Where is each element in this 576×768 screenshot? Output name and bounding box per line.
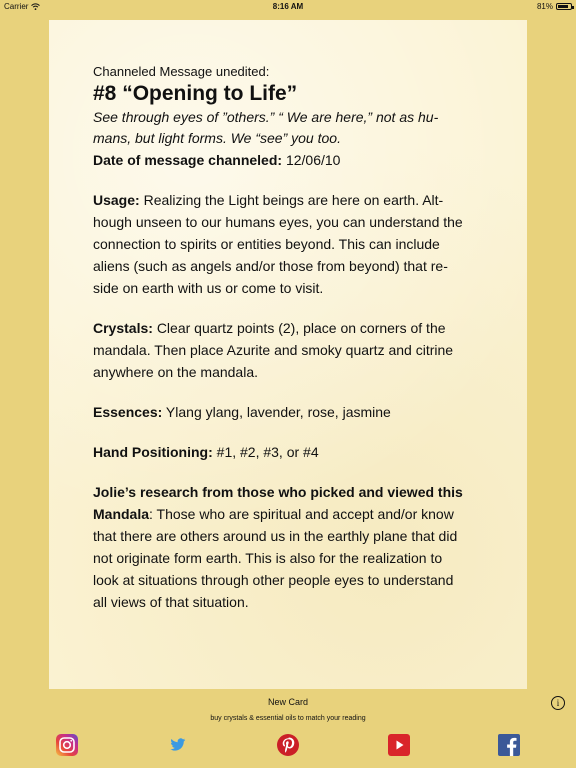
lead-line: See through eyes of ”others.” “ We are here,” not as hu- bbox=[93, 109, 439, 125]
battery-icon bbox=[556, 3, 572, 10]
hand-positioning-section bbox=[93, 441, 493, 463]
hand-text: #1, #2, #3, or #4 bbox=[216, 444, 319, 460]
research-text: : Those who are spiritual and accept and/or know bbox=[149, 506, 454, 522]
crystals-line bbox=[93, 317, 493, 339]
pinterest-icon[interactable] bbox=[277, 734, 299, 756]
essences-section bbox=[93, 401, 493, 423]
carrier-label: Carrier bbox=[4, 2, 29, 11]
card-subhead: Channeled Message unedited: bbox=[93, 64, 270, 79]
date-label: Date of message channeled: bbox=[93, 152, 283, 168]
usage-line: hough unseen to our humans eyes, you can understand the bbox=[93, 214, 463, 230]
clock: 8:16 AM bbox=[272, 2, 304, 11]
battery-group bbox=[537, 2, 572, 11]
crystals-line: anywhere on the mandala. bbox=[93, 364, 258, 380]
usage-text: Realizing the Light beings are here on earth. Alt- bbox=[143, 192, 444, 208]
card-title: #8 “Opening to Life” bbox=[93, 82, 298, 105]
usage-label: Usage: bbox=[93, 192, 140, 208]
research-section bbox=[93, 481, 493, 613]
mandala-card bbox=[49, 20, 527, 689]
status-bar bbox=[0, 0, 576, 14]
research-line: not originate form earth. This is also for the realization to bbox=[93, 550, 443, 566]
hand-label: Hand Positioning: bbox=[93, 444, 213, 460]
card-lead bbox=[93, 107, 493, 149]
research-line bbox=[93, 503, 493, 525]
usage-line: aliens (such as angels and/or those from beyond) that re- bbox=[93, 258, 448, 274]
essences-label: Essences: bbox=[93, 404, 163, 420]
usage-line: connection to spirits or entities beyond. This can include bbox=[93, 236, 440, 252]
crystals-text: Clear quartz points (2), place on corners of the bbox=[156, 320, 446, 336]
twitter-icon[interactable] bbox=[167, 734, 189, 756]
research-label-mandala: Mandala bbox=[93, 506, 150, 522]
research-label-line: Jolie’s research from those who picked and viewed this bbox=[93, 484, 463, 500]
new-card-button[interactable]: New Card bbox=[267, 697, 308, 707]
research-line: that there are others around us in the earthly plane that did bbox=[93, 528, 458, 544]
crystals-line: mandala. Then place Azurite and smoky quartz and citrine bbox=[93, 342, 454, 358]
research-line: all views of that situation. bbox=[93, 594, 249, 610]
facebook-icon[interactable] bbox=[498, 734, 520, 756]
youtube-icon[interactable] bbox=[388, 734, 410, 756]
card-content bbox=[93, 64, 493, 613]
date-line bbox=[93, 149, 493, 171]
usage-line: side on earth with us or come to visit. bbox=[93, 280, 324, 296]
date-value: 12/06/10 bbox=[285, 152, 341, 168]
battery-fill bbox=[558, 5, 568, 8]
usage-section bbox=[93, 189, 493, 299]
info-button[interactable]: i bbox=[551, 696, 565, 710]
shop-link[interactable]: buy crystals & essential oils to match your reading bbox=[210, 715, 366, 722]
usage-line bbox=[93, 189, 493, 211]
lead-line: mans, but light forms. We “see” you too. bbox=[93, 130, 341, 146]
bottom-bar bbox=[0, 689, 576, 768]
research-line: look at situations through other people eyes to understand bbox=[93, 572, 454, 588]
battery-percent: 81% bbox=[536, 2, 553, 11]
instagram-icon[interactable] bbox=[56, 734, 78, 756]
essences-text: Ylang ylang, lavender, rose, jasmine bbox=[165, 404, 391, 420]
crystals-label: Crystals: bbox=[93, 320, 153, 336]
crystals-section bbox=[93, 317, 493, 383]
